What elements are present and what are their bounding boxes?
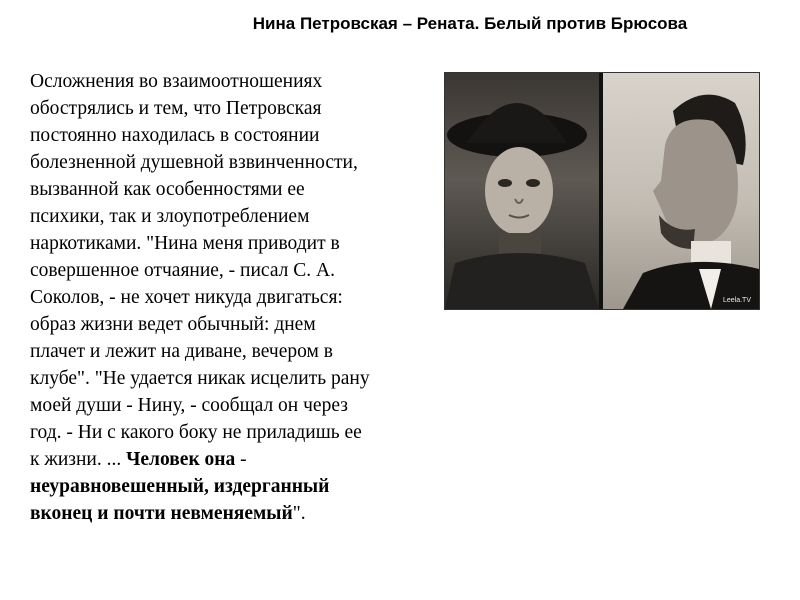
portrait-photo xyxy=(444,72,760,310)
text-line: плачет и лежит на диване, вечером в xyxy=(30,341,333,362)
man-portrait xyxy=(603,73,759,309)
text-fragment: - xyxy=(235,449,247,470)
text-line: наркотиками. "Нина меня приводит в xyxy=(30,233,340,254)
text-line: Осложнения во взаимоотношениях xyxy=(30,71,323,92)
text-line: образ жизни ведет обычный: днем xyxy=(30,314,316,335)
text-line: постоянно находилась в состоянии xyxy=(30,125,320,146)
photo-credit: Leela.TV xyxy=(722,297,751,304)
woman-portrait xyxy=(445,73,599,309)
woman-portrait-drawing xyxy=(445,73,599,309)
bold-text-line: вконец и почти невменяемый xyxy=(30,503,293,524)
text-line: моей души - Нину, - сообщал он через xyxy=(30,395,348,416)
text-line: совершенное отчаяние, - писал С. А. xyxy=(30,260,335,281)
body-paragraph xyxy=(30,68,442,527)
man-portrait-drawing xyxy=(603,73,759,309)
bold-text: Человек она xyxy=(126,449,236,470)
text-line: к жизни. ... xyxy=(30,449,127,470)
text-line: год. - Ни с какого боку не приладишь ее xyxy=(30,422,362,443)
text-line: вызванной как особенностями ее xyxy=(30,179,305,200)
slide-title: Нина Петровская – Рената. Белый против Брюсова xyxy=(252,14,688,33)
text-line: болезненной душевной взвинченности, xyxy=(30,152,358,173)
text-line: психики, так и злоупотреблением xyxy=(30,206,310,227)
bold-text-line: неуравновешенный, издерганный xyxy=(30,476,330,497)
text-line: обострялись и тем, что Петровская xyxy=(30,98,322,119)
text-line: Соколов, - не хочет никуда двигаться: xyxy=(30,287,343,308)
closing-quote: ". xyxy=(292,503,306,524)
text-line: клубе". "Не удается никак исцелить рану xyxy=(30,368,370,389)
